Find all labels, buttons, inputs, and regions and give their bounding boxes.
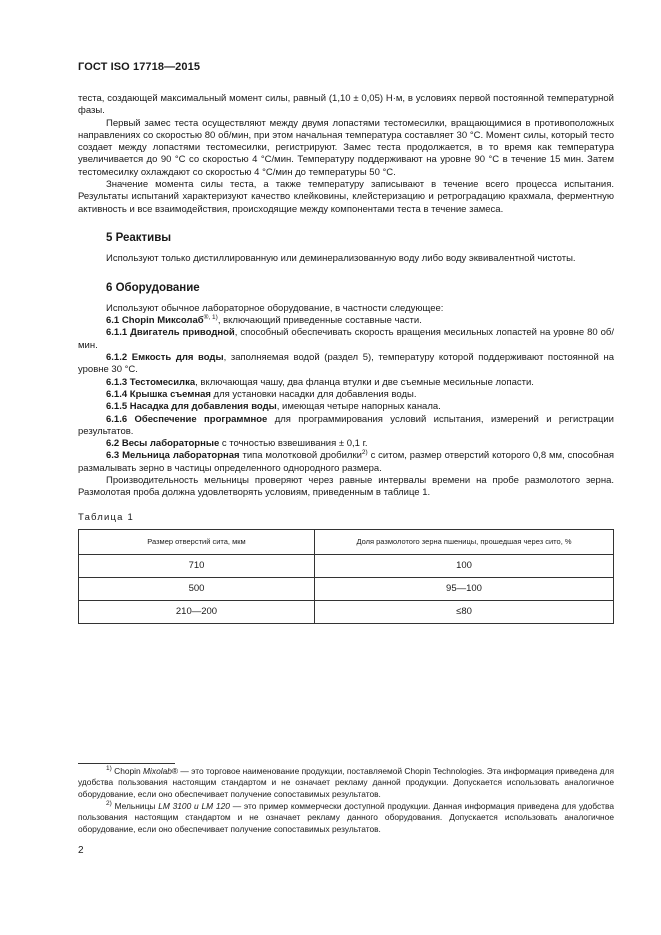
clause-6-3-sup: 2) — [361, 449, 368, 457]
clause-6-1-4-label: 6.1.4 Крышка съемная — [106, 388, 211, 400]
clause-6-1-1-text: , способный обеспечивать скорость вращения месильных лопастей на уровне 80 об/мин. — [78, 327, 615, 351]
section-6-intro: Используют обычное лабораторное оборудование, в частности следующее: — [106, 302, 444, 314]
clause-6-1-text: , включающий приведенные составные части. — [217, 315, 422, 327]
footnote-2-model-1: LM 3100 — [158, 801, 192, 811]
clause-6-1-3-text: , включающая чашу, два фланца втулки и две съемные месильные лопасти. — [195, 376, 534, 388]
footnote-separator — [78, 763, 175, 764]
footnote-2-lead: Мельницы — [111, 801, 159, 811]
section-6-heading: 6 Оборудование — [106, 281, 200, 294]
table-row — [79, 600, 614, 623]
table-caption: Таблица 1 — [78, 511, 134, 523]
clause-6-1-2-text: , заполняемая водой (раздел 5), температуру которой поддерживают постоянной на уровне 30 °С. — [78, 352, 615, 376]
table-cell-sieve: 210—200 — [79, 600, 315, 623]
page-number: 2 — [78, 845, 84, 856]
mill-performance-paragraph: Производительность мельницы проверяют через равные интервалы времени на пробе размолотого зерна. Размолотая проба должна удовлетворять условиям, приведенным в таблице 1. — [78, 475, 614, 499]
clause-6-3-text-a: типа молотковой дробилки — [239, 450, 362, 462]
clause-6-1-4-text: для установки насадки для добавления воды. — [210, 388, 417, 400]
table-cell-fraction: ≤80 — [315, 600, 614, 623]
clause-6-1-3 — [78, 377, 614, 389]
clause-6-1-5 — [78, 401, 614, 413]
clause-6-1-5-text: , имеющая четыре напорных канала. — [276, 401, 441, 413]
table-cell-sieve: 500 — [79, 577, 315, 600]
clause-6-1-2-label: 6.1.2 Емкость для воды — [106, 352, 224, 364]
clause-6-1-6 — [78, 414, 614, 439]
table-cell-sieve: 710 — [79, 554, 315, 577]
table-header-fraction: Доля размолотого зерна пшеницы, прошедшая через сито, % — [315, 529, 614, 554]
clause-6-2 — [78, 438, 614, 450]
clause-6-1-label: 6.1 Chopin Миксолаб — [106, 315, 204, 327]
clause-6-2-text: с точностью взвешивания ± 0,1 г. — [219, 438, 368, 450]
clause-6-1-sup: ®, 1) — [203, 314, 218, 321]
table-row — [79, 554, 614, 577]
intro-paragraph-3: Значение момента силы теста, а также температуру записывают в течение всего процесса испытания. Результаты испытаний характеризуют качество клейковины, клейстеризацию и ретроградацию крахмала, ферментную активность и все взаимодействия, происходящие между компонентами теста в течение замеса. — [78, 179, 614, 215]
clause-6-1-1 — [78, 327, 614, 352]
clause-6-2-label: 6.2 Весы лабораторные — [106, 438, 220, 450]
intro-paragraph-1: теста, создающей максимальный момент силы, равный (1,10 ± 0,05) Н·м, в условиях первой постоянной температурной фазы. — [78, 93, 614, 117]
table-header-row — [79, 529, 614, 554]
table-cell-fraction: 100 — [315, 554, 614, 577]
footnote-1-mark: 1) — [106, 765, 112, 773]
clause-6-1-4 — [78, 389, 614, 401]
table-cell-fraction: 95—100 — [315, 577, 614, 600]
section-5-paragraph: Используют только дистиллированную или деминерализованную воду либо воду эквивалентной чистоты. — [106, 253, 576, 265]
table-header-sieve: Размер отверстий сита, мкм — [79, 529, 315, 554]
clause-6-3-text-b: с ситом, размер отверстий которого 0,8 мм, способная размалывать зерно в частицы определенного однородного размера. — [78, 450, 614, 474]
footnote-2-text: — это пример коммерчески доступной продукции. Данная информация приведена для удобства пользования настоящим стандартом и не означает рекламу данного оборудования. Допускается использовать аналогичное оборудование, если оно обеспечивает получение сопоставимых результатов. — [78, 801, 615, 834]
clause-6-1-5-label: 6.1.5 Насадка для добавления воды — [106, 401, 277, 413]
clause-6-3 — [78, 450, 614, 475]
clause-6-1-6-label: 6.1.6 Обеспечение программное — [106, 413, 268, 425]
table-1 — [78, 529, 614, 624]
footnote-2-mark: 2) — [106, 800, 112, 808]
footnote-1-name: Chopin — [114, 766, 144, 776]
document-header: ГОСТ ISO 17718—2015 — [78, 61, 201, 73]
footnote-1 — [78, 766, 614, 800]
clause-6-3-label: 6.3 Мельница лабораторная — [106, 450, 240, 462]
footnote-1-name-italic: Mixolab — [143, 766, 172, 776]
intro-paragraph-2: Первый замес теста осуществляют между двумя лопастями тестомесилки, вращающимися в противоположных направлениях со скоростью 80 об/мин, при этом начальная температура составляет 30 °С. Момент силы, который тесто создает между лопастями тестомесилки, регистрируют. Замес теста продолжается, в то время как температура увеличивается до 90 °С со скоростью 4 °С/мин. Температуру поддерживают на уровне 90 °С в течение 15 мин. Затем тестомесилку охлаждают со скоростью 4 °С/мин до температуры 50 °С. — [78, 117, 614, 178]
clause-6-1-3-label: 6.1.3 Тестомесилка — [106, 376, 196, 388]
document-body — [78, 93, 614, 624]
clause-6-1-1-label: 6.1.1 Двигатель приводной — [106, 327, 235, 339]
clause-6-1 — [78, 315, 614, 327]
section-5-heading: 5 Реактивы — [106, 231, 172, 244]
clause-6-1-6-text: для программирования условий испытания, измерений и регистрации результатов. — [78, 413, 614, 437]
footnote-2-model-2: LM 120 — [201, 801, 230, 811]
table-row — [79, 577, 614, 600]
footnote-2-and: и — [191, 801, 202, 811]
footnote-2 — [78, 801, 614, 835]
clause-6-1-2 — [78, 352, 614, 377]
footnote-1-text: ® — это торговое наименование продукции, поставляемой Chopin Technologies. Эта информация приведена для удобства пользования настоящим стандартом и не означает рекламу данной продукции. Допускается использовать аналогичное оборудование, если оно обеспечивает получение сопоставимых результатов. — [78, 766, 614, 799]
